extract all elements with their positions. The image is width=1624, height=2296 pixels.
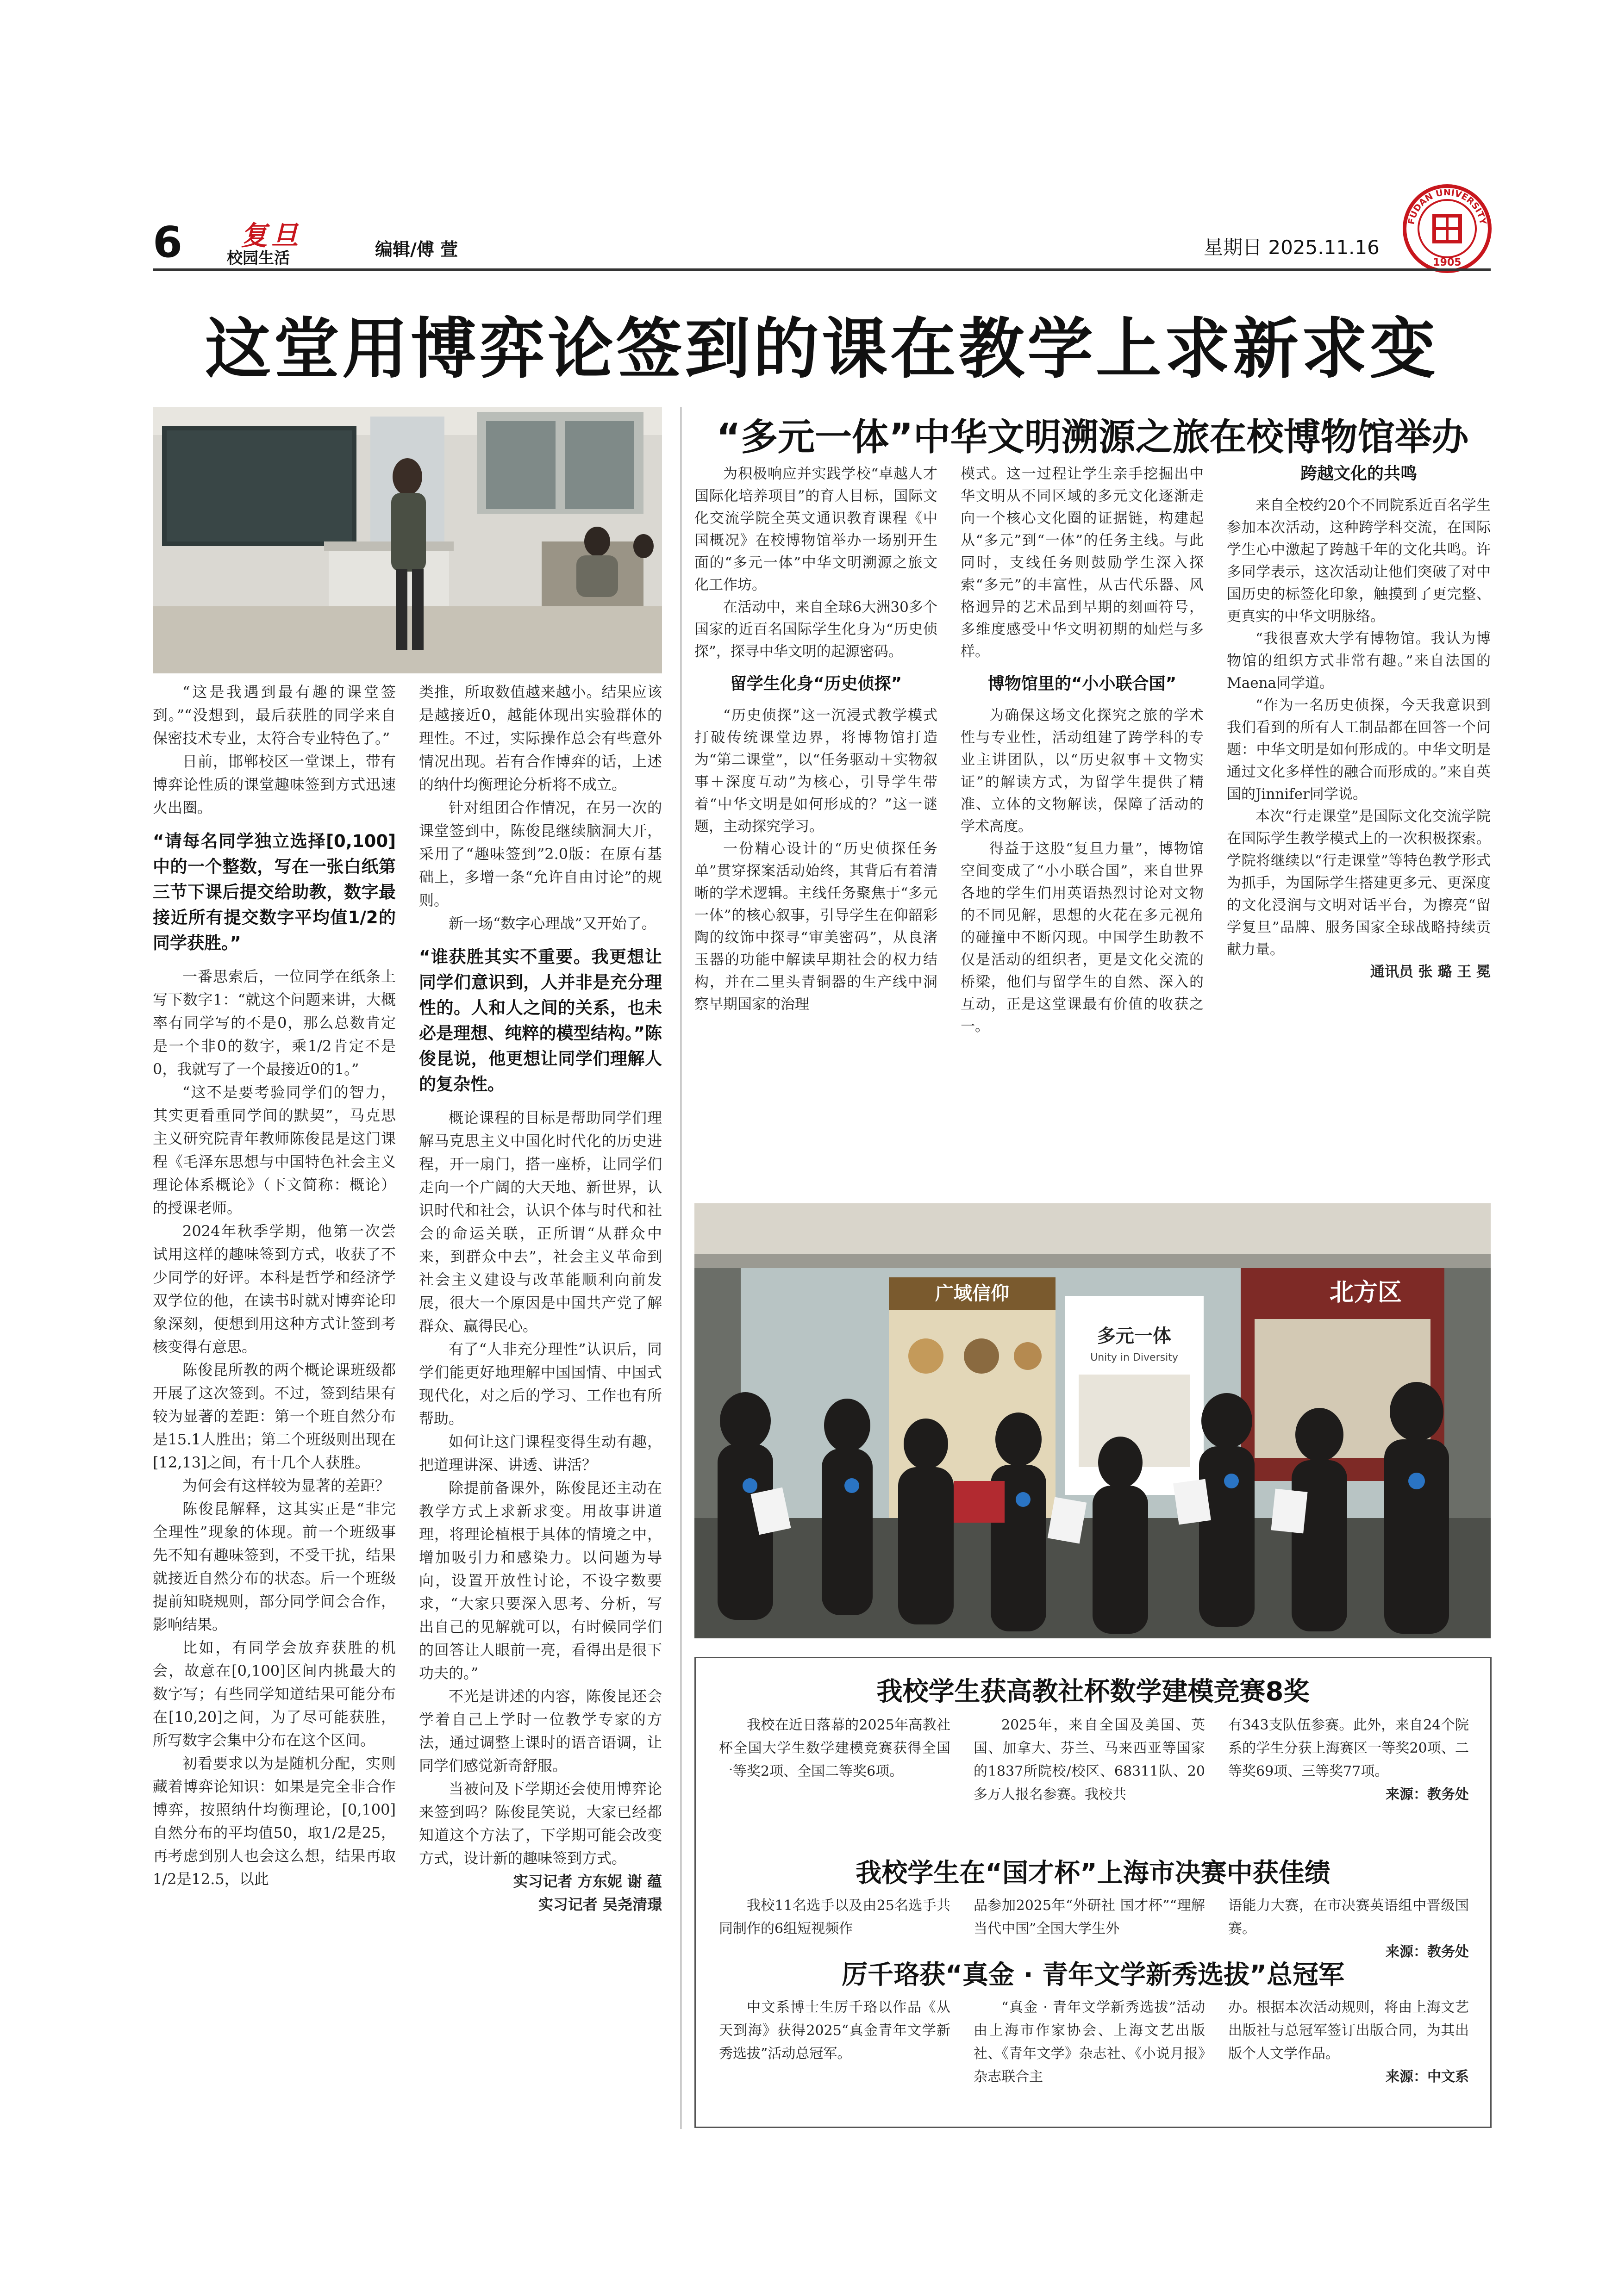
paragraph: 得益于这股“复旦力量”，博物馆空间变成了“小小联合国”，来自世界各地的学生们用英语热烈讨论对文物的不同见解，思想的火花在多元视角的碰撞中不断闪现。中国学生助教不仅是活动的组织者，更是文化交流的桥梁，他们与留学生的自然、深入的互动，正是这堂课最有价值的收获之一。 [961,840,1204,1035]
paragraph: 除提前备课外，陈俊昆还主动在教学方式上求新求变。用故事讲道理，将理论植根于具体的情境之中，增加吸引力和感染力。以问题为导向，设置开放性讨论，不设字数要求，“大家只要深入思考、分析，写出自己的见解就可以，有时候同学们的回答让人眼前一亮，看得出是很下功夫的。” [419,1479,662,1682]
paragraph: 新一场“数字心理战”又开始了。 [449,915,656,932]
paragraph: 为积极响应并实践学校“卓越人才国际化培养项目”的育人目标，国际文化交流学院全英文通识教育课程《中国概况》在校博物馆举办一场别开生面的“多元一体”中华文明溯源之旅文化工作坊。 [694,466,937,593]
paragraph: 我校在近日落幕的2025年高教社杯全国大学生数学建模竞赛获得全国一等奖2项、全国二等奖6项。 [719,1717,950,1780]
page-number: 6 [153,218,183,267]
byline: 实习记者 吴尧清璟 [538,1896,662,1913]
brief-headline: 厉千珞获“真金 · 青年文学新秀选拔”总冠军 [842,1960,1344,1990]
editor-credit: 编辑/傅 萱 [375,239,458,260]
byline: 通讯员 张 璐 王 冕 [1370,964,1491,980]
seal-icon [1402,183,1493,274]
paragraph: “这是我遇到最有趣的课堂签到。”“没想到，最后获胜的同学来自保密技术专业，太符合专业特色了。” [153,683,396,747]
paragraph: “历史侦探”这一沉浸式教学模式打破传统课堂边界，将博物馆打造为“第二课堂”，以“任务驱动＋实物叙事＋深度互动”为核心，引导学生带着“中华文明是如何形成的？”这一谜题，主动探究学习。 [694,707,937,835]
pull-quote: “谁获胜其实不重要。我更想让同学们意识到，人并非是充分理性的。人和人之间的关系，也未必是理想、纯粹的模型结构。”陈俊昆说，他更想让同学们理解人的复杂性。 [419,947,662,1094]
paragraph: 2025年，来自全国及美国、英国、加拿大、芬兰、马来西亚等国家的1837所院校/校区、68311队、20多万人报名参赛。我校共 [974,1717,1205,1803]
paragraph: 当被问及下学期还会使用博弈论来签到吗？陈俊昆笑说，大家已经都知道这个方法了，下学期可能会改变方式，设计新的趣味签到方式。 [419,1780,662,1867]
brief-column [1228,1714,1469,1806]
brief-column [974,1714,1205,1806]
article2-column1 [694,463,937,1015]
subheading: 跨越文化的共鸣 [1300,464,1417,483]
paragraph: 模式。这一过程让学生亲手挖掘出中华文明从不同区域的多元文化逐渐走向一个核心文化圈的证据链，构建起从“多元”到“一体”的任务主线。与此同时，支线任务则鼓励学生深入探索“多元”的丰富性，从古代乐器、风格迥异的艺术品到早期的刻画符号，多维度感受中华文明初期的灿烂与多样。 [961,466,1204,660]
article2-column2 [961,463,1204,1038]
brief-column [1228,1996,1469,2089]
brief-headline: 我校学生在“国才杯”上海市决赛中获佳绩 [856,1858,1330,1888]
paragraph: 一番思索后，一位同学在纸条上写下数字1：“就这个问题来讲，大概率有同学写的不是0，那么总数肯定是一个非0的数字，乘1/2肯定不是0，我就写了一个最接近0的1。” [153,968,396,1078]
paragraph: 陈俊昆所教的两个概论课班级都开展了这次签到。不过，签到结果有较为显著的差距：第一个班自然分布是15.1人胜出；第二个班级则出现在[12,13]之间，有十几个人获胜。 [153,1361,396,1471]
masthead-logo: 复旦 [241,220,302,251]
subheading: 留学生化身“历史侦探” [730,674,902,693]
paragraph: 我校11名选手以及由25名选手共同制作的6组短视频作 [719,1898,950,1937]
brief-source: 来源：中文系 [1386,2069,1469,2085]
paragraph: 品参加2025年“外研社 国才杯”“理解当代中国”全国大学生外 [974,1898,1205,1937]
exhibit-label: 北方区 [1329,1279,1402,1307]
article1-column1 [153,680,396,1891]
pull-quote: “请每名同学独立选择[0,100]中的一个整数，写在一张白纸第三节下课后提交给助教，数字最接近所有提交数字平均值1/2的同学获胜。” [153,831,396,953]
news-briefs-box [694,1657,1492,2128]
paragraph: 一份精心设计的“历史侦探任务单”贯穿探案活动始终，其背后有着清晰的学术逻辑。主线任务聚焦于“多元一体”的核心叙事，引导学生在仰韶彩陶的纹饰中探寻“审美密码”，从良渚玉器的功能中解读早期社会的权力结构，并在二里头青铜器的生产线中洞察早期国家的治理 [694,840,937,1013]
header-rule [153,268,1491,271]
paragraph: 语能力大赛，在市决赛英语组中晋级国赛。 [1228,1898,1469,1937]
brief-source: 来源：教务处 [1386,1786,1469,1803]
paragraph: 比如，有同学会放弃获胜的机会，故意在[0,100]区间内挑最大的数字写；有些同学知道结果可能分布在[10,20]之间，为了尽可能获胜，所写数字会集中分布在这个区间。 [153,1639,396,1749]
subheading: 博物馆里的“小小联合国” [987,674,1177,693]
section-name: 校园生活 [227,249,290,268]
article2-headline: “多元一体”中华文明溯源之旅在校博物馆举办 [716,416,1469,459]
classroom-photo [153,407,662,673]
paragraph: 陈俊昆解释，这其实正是“非完全理性”现象的体现。前一个班级事先不知有趣味签到，不受干扰，结果就接近自然分布的状态。后一个班级提前知晓规则，部分同学间会合作，影响结果。 [153,1500,396,1633]
paragraph: 初看要求以为是随机分配，实则藏着博弈论知识：如果是完全非合作博弈，按照纳什均衡理论，[0,100]自然分布的平均值50，取1/2是25，再考虑到别人也会这么想，结果再取1/2是12.5，以此 [153,1755,396,1888]
university-seal [1402,183,1493,274]
paragraph: 针对组团合作情况，在另一次的课堂签到中，陈俊昆继续脑洞大开，采用了“趣味签到”2.0版：在原有基础上，多增一条“允许自由讨论”的规则。 [419,799,662,909]
paragraph: “真金 · 青年文学新秀选拔”活动由上海市作家协会、上海文艺出版社、《青年文学》杂志社、《小说月报》杂志联合主 [974,1999,1205,2085]
paragraph: 中文系博士生厉千珞以作品《从天到海》获得2025“真金青年文学新秀选拔”活动总冠军。 [719,1999,950,2062]
exhibit-label: 广域信仰 [935,1283,1009,1304]
museum-photo [694,1203,1491,1638]
article2-column3 [1227,463,1491,983]
brief-column [719,1996,950,2066]
paragraph: 办。根据本次活动规则，将由上海文艺出版社与总冠军签订出版合同，为其出版个人文学作品。 [1228,1999,1469,2062]
paragraph: 本次“行走课堂”是国际文化交流学院在国际学生教学模式上的一次积极探索。学院将继续以“行走课堂”等特色教学形式为抓手，为国际学生搭建更多元、更深度的文化浸润与文明对话平台，为擦亮“留学复旦”品牌、服务国家全球战略持续贡献力量。 [1227,808,1491,958]
seal-text: FUDAN UNIVERSITY [1406,187,1488,225]
brief-column [974,1894,1205,1941]
exhibit-label: Unity in Diversity [1090,1352,1178,1363]
main-headline: 这堂用博弈论签到的课在教学上求新求变 [205,311,1438,387]
paragraph: 类推，所取数值越来越小。结果应该是越接近0，越能体现出实验群体的理性。不过，实际操作总会有些意外情况出现。若有合作博弈的话，上述的纳什均衡理论分析将不成立。 [419,683,662,793]
paragraph: 如何让这门课程变得生动有趣，把道理讲深、讲透、讲活？ [419,1433,662,1474]
seal-year: 1905 [1433,257,1462,268]
brief-column [974,1996,1205,2089]
brief-column [719,1894,950,1941]
paragraph: “我很喜欢大学有博物馆。我认为博物馆的组织方式非常有趣。”来自法国的Maena同学道。 [1227,630,1491,691]
paragraph: 来自全校约20个不同院系近百名学生参加本次活动，这种跨学科交流，在国际学生心中激起了跨越千年的文化共鸣。许多同学表示，这次活动让他们突破了对中国历史的标签化印象，触摸到了更完整、更真实的中华文明脉络。 [1227,497,1491,625]
paragraph: 概论课程的目标是帮助同学们理解马克思主义中国化时代化的历史进程，开一扇门，搭一座桥，让同学们走向一个广阔的大天地、新世界，认识时代和社会，认识个体与时代和社会的命运关联，正所谓“从群众中来，到群众中去”，社会主义革命到社会主义建设与改革能顺利向前发展，很大一个原因是中国共产党了解群众、赢得民心。 [419,1109,662,1335]
paragraph: 有343支队伍参赛。此外，来自24个院系的学生分获上海赛区一等奖20项、二等奖69项、三等奖77项。 [1228,1717,1469,1780]
article1-column2 [419,680,662,1916]
brief-column [719,1714,950,1783]
paragraph: 在活动中，来自全球6大洲30多个国家的近百名国际学生化身为“历史侦探”，探寻中华文明的起源密码。 [694,599,937,660]
paragraph: 有了“人非充分理性”认识后，同学们能更好地理解中国国情、中国式现代化，对之后的学习、工作也有所帮助。 [419,1340,662,1427]
issue-date: 星期日 2025.11.16 [1204,236,1380,259]
brief-column [1228,1894,1469,1964]
paragraph: 不光是讲述的内容，陈俊昆还会学着自己上学时一位教学专家的方法，通过调整上课时的语音语调，让同学们感觉新奇舒服。 [419,1687,662,1774]
brief-source: 来源：教务处 [1386,1944,1469,1960]
brief-headline: 我校学生获高教社杯数学建模竞赛8奖 [876,1677,1310,1707]
paragraph: 2024年秋季学期，他第一次尝试用这样的趣味签到方式，收获了不少同学的好评。本科是哲学和经济学双学位的他，在读书时就对博弈论印象深刻，便想到用这种方式让签到考核变得有意思。 [153,1222,396,1356]
paragraph: 为确保这场文化探究之旅的学术性与专业性，活动组建了跨学科的专业主讲团队，以“历史叙事＋文物实证”的解读方式，为留学生提供了精准、立体的文物解读，保障了活动的学术高度。 [961,707,1204,835]
byline: 实习记者 方东妮 谢 蕴 [513,1873,662,1890]
paragraph: “这不是要考验同学们的智力，其实更看重同学间的默契”，马克思主义研究院青年教师陈俊昆是这门课程《毛泽东思想与中国特色社会主义理论体系概论》（下文简称：概论）的授课老师。 [153,1083,396,1217]
paragraph: 日前，邯郸校区一堂课上，带有博弈论性质的课堂趣味签到方式迅速火出圈。 [153,753,396,816]
paragraph: 为何会有这样较为显著的差距？ [182,1477,390,1494]
exhibit-label: 多元一体 [1097,1325,1171,1347]
paragraph: “作为一名历史侦探，今天我意识到我们看到的所有人工制品都在回答一个问题：中华文明是如何形成的。中华文明是通过文化多样性的融合而形成的。”来自英国的Jinnifer同学说。 [1227,697,1491,803]
